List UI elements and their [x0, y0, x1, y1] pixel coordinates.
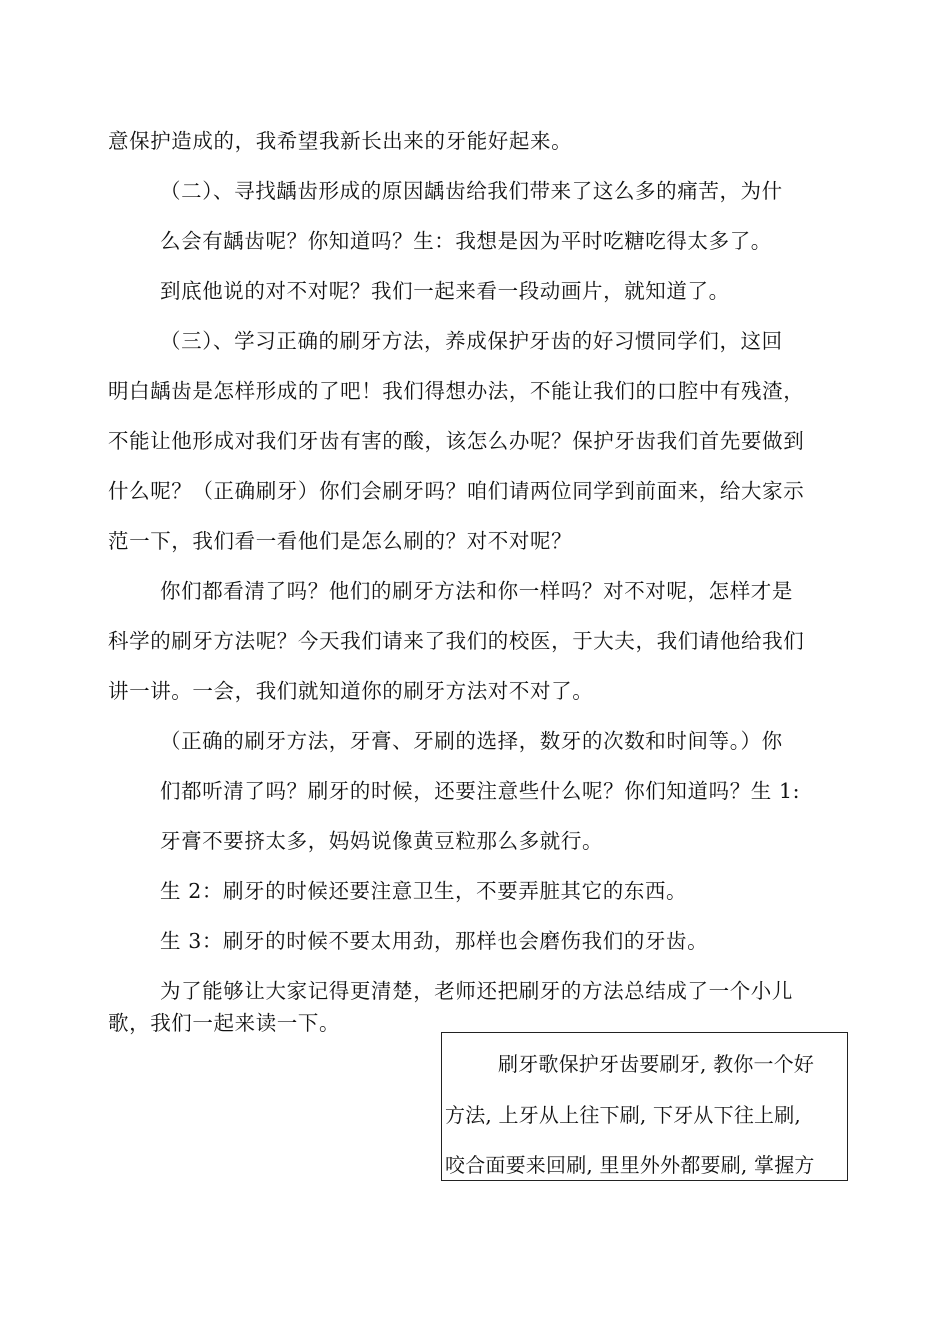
poem-text-box	[441, 1032, 848, 1181]
text-line: （三）、学习正确的刷牙方法，养成保护牙齿的好习惯同学们，这回	[160, 329, 783, 353]
text-line: 不能让他形成对我们牙齿有害的酸，该怎么办呢？保护牙齿我们首先要做到	[108, 429, 805, 453]
poem-line: 方法, 上牙从上往下刷, 下牙从下往上刷,	[445, 1103, 801, 1127]
text-line: 牙膏不要挤太多，妈妈说像黄豆粒那么多就行。	[160, 829, 604, 853]
text-line: 么会有龋齿呢？你知道吗？生：我想是因为平时吃糖吃得太多了。	[160, 229, 772, 253]
text-line: 为了能够让大家记得更清楚，老师还把刷牙的方法总结成了一个小儿	[160, 979, 793, 1003]
text-line: （正确的刷牙方法，牙膏、牙刷的选择，数牙的次数和时间等。）你	[160, 729, 783, 753]
text-line: 生 3：刷牙的时候不要太用劲，那样也会磨伤我们的牙齿。	[160, 929, 709, 953]
text-line: 明白龋齿是怎样形成的了吧！我们得想办法，不能让我们的口腔中有残渣，	[108, 379, 805, 403]
text-line: 范一下，我们看一看他们是怎么刷的？对不对呢？	[108, 529, 573, 553]
text-line: 讲一讲。一会，我们就知道你的刷牙方法对不对了。	[108, 679, 594, 703]
poem-line: 刷牙歌保护牙齿要刷牙, 教你一个好	[498, 1052, 815, 1076]
text-line: 们都听清了吗？刷牙的时候，还要注意些什么呢？你们知道吗？生 1:	[160, 779, 801, 803]
text-line: 什么呢？（正确刷牙）你们会刷牙吗？咱们请两位同学到前面来，给大家示	[108, 479, 805, 503]
text-line: 到底他说的对不对呢？我们一起来看一段动画片，就知道了。	[160, 279, 730, 303]
text-line: 你们都看清了吗？他们的刷牙方法和你一样吗？对不对呢，怎样才是	[160, 579, 793, 603]
text-line: 科学的刷牙方法呢？今天我们请来了我们的校医，于大夫，我们请他给我们	[108, 629, 805, 653]
text-line: 生 2：刷牙的时候还要注意卫生，不要弄脏其它的东西。	[160, 879, 688, 903]
text-line: 歌，我们一起来读一下。	[108, 1011, 341, 1035]
text-line: 意保护造成的，我希望我新长出来的牙能好起来。	[108, 129, 573, 153]
text-line: （二）、寻找龋齿形成的原因龋齿给我们带来了这么多的痛苦，为什	[160, 179, 783, 203]
poem-line: 咬合面要来回刷, 里里外外都要刷, 掌握方	[445, 1153, 815, 1177]
